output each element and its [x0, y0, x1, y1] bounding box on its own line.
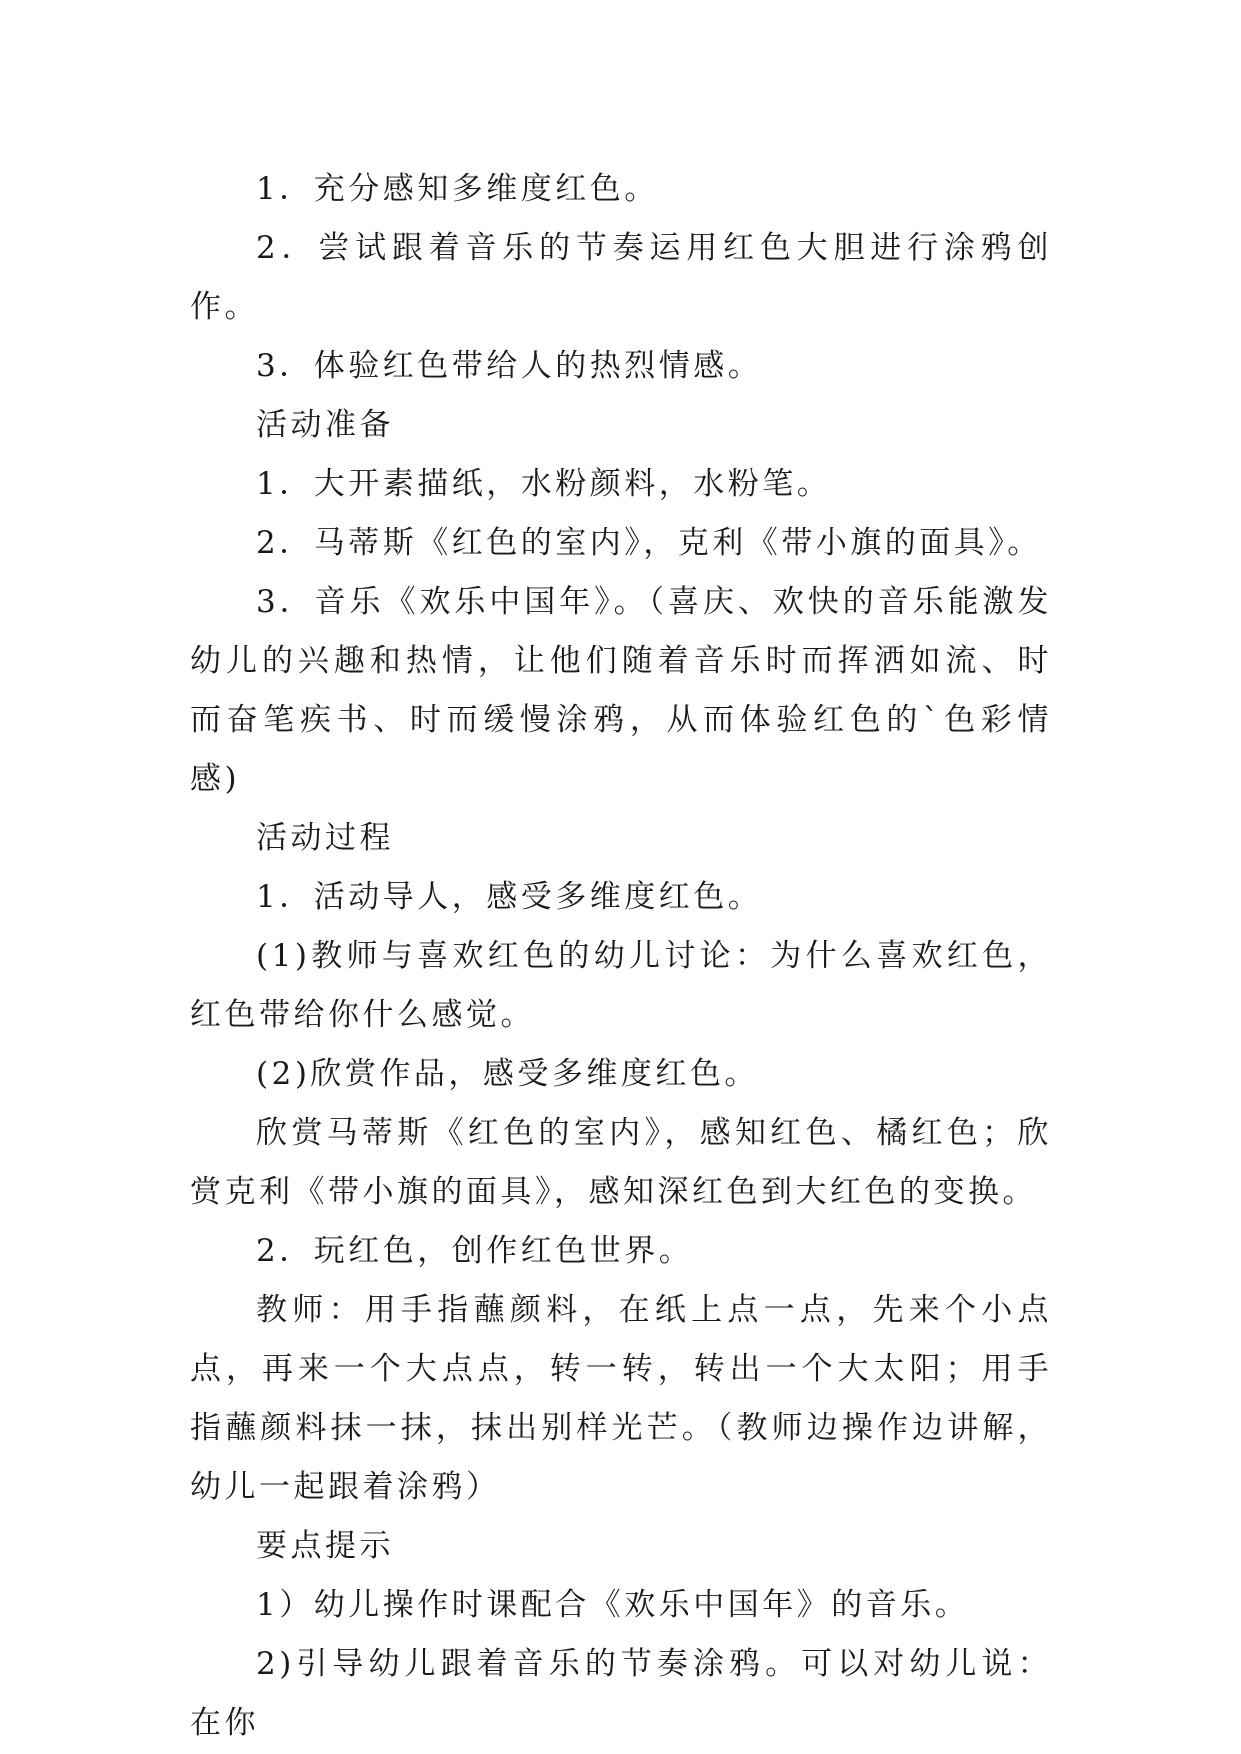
teacher-instruction-paragraph: 教师：用手指蘸颜料，在纸上点一点，先来个小点点，再来一个大点点，转一转，转出一个大太阳；用手指蘸颜料抹一抹，抹出别样光芒。（教师边操作边讲解，幼儿一起跟着涂鸦）: [190, 1292, 1052, 1505]
preparation-item-2: 2．马蒂斯《红色的室内》，克利《带小旗的面具》。: [256, 525, 1042, 561]
tip-1: 1）幼儿操作时课配合《欢乐中国年》的音乐。: [256, 1587, 970, 1623]
process-step-1-sub-2: (2)欣赏作品，感受多维度红色。: [256, 1056, 759, 1092]
appreciation-paragraph: 欣赏马蒂斯《红色的室内》，感知红色、橘红色；欣赏克利《带小旗的面具》，感知深红色到大红色的变换。: [190, 1115, 1052, 1210]
section-heading-preparation: 活动准备: [256, 407, 394, 443]
section-heading-tips: 要点提示: [256, 1528, 394, 1564]
process-step-1-sub-1: (1)教师与喜欢红色的幼儿讨论：为什么喜欢红色，红色带给你什么感觉。: [190, 938, 1052, 1033]
preparation-item-1: 1．大开素描纸，水粉颜料，水粉笔。: [256, 466, 832, 502]
section-heading-process: 活动过程: [256, 820, 394, 856]
tip-2: 2)引导幼儿跟着音乐的节奏涂鸦。可以对幼儿说：在你: [190, 1646, 1052, 1741]
process-step-1: 1．活动导人，感受多维度红色。: [256, 879, 763, 915]
process-step-2: 2．玩红色，创作红色世界。: [256, 1233, 694, 1269]
preparation-item-3: 3．音乐《欢乐中国年》。（喜庆、欢快的音乐能激发幼儿的兴趣和热情，让他们随着音乐时而挥洒如流、时而奋笔疾书、时而缓慢涂鸦，从而体验红色的`色彩情感): [190, 584, 1052, 797]
document-body: [190, 160, 1052, 1753]
objective-2: 2．尝试跟着音乐的节奏运用红色大胆进行涂鸦创作。: [190, 230, 1052, 325]
objective-1: 1．充分感知多维度红色。: [256, 171, 659, 207]
objective-3: 3．体验红色带给人的热烈情感。: [256, 348, 763, 384]
